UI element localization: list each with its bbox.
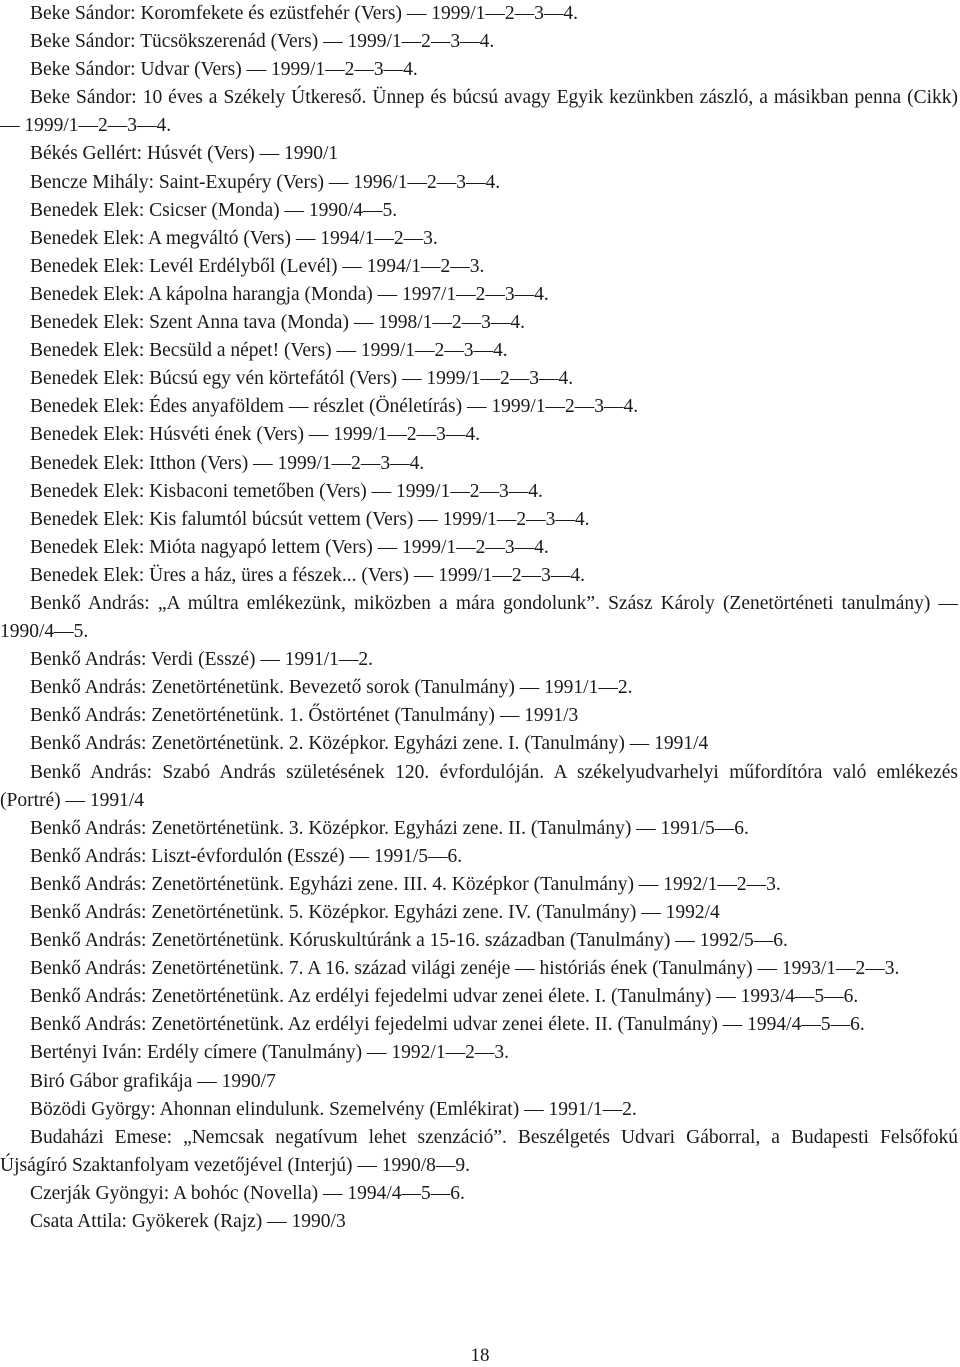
bibliography-entry: Bertényi Iván: Erdély címere (Tanulmány) — 1992/1—2—3. <box>30 1042 509 1064</box>
bibliography-entry: Benkő András: Zenetörténetünk. Bevezető sorok (Tanulmány) — 1991/1—2. <box>30 677 633 699</box>
bibliography-entry: Biró Gábor grafikája — 1990/7 <box>30 1070 276 1092</box>
bibliography-entry: Benkő András: Zenetörténetünk. Egyházi zene. III. 4. Középkor (Tanulmány) — 1992/1—2—3. <box>30 873 781 895</box>
bibliography-entry: Benkő András: Zenetörténetünk. Kóruskultúránk a 15-16. században (Tanulmány) — 1992/5—6. <box>30 930 788 952</box>
bibliography-entry: Benedek Elek: Szent Anna tava (Monda) — 1998/1—2—3—4. <box>30 312 525 334</box>
bibliography-entry: Bencze Mihály: Saint-Exupéry (Vers) — 1996/1—2—3—4. <box>30 171 501 193</box>
bibliography-entry: Benedek Elek: Mióta nagyapó lettem (Vers) — 1999/1—2—3—4. <box>30 536 549 558</box>
bibliography-entry: Benkő András: Zenetörténetünk. 7. A 16. század világi zenéje — históriás ének (Tanulmány) — 1993/1—2—3. <box>30 958 900 980</box>
bibliography-entry: Benkő András: Zenetörténetünk. 2. Középkor. Egyházi zene. I. (Tanulmány) — 1991/4 <box>30 733 709 755</box>
bibliography-entry: Beke Sándor: Tücsökszerenád (Vers) — 1999/1—2—3—4. <box>30 31 495 53</box>
bibliography-entry: Benedek Elek: Kisbaconi temetőben (Vers) — 1999/1—2—3—4. <box>30 480 543 502</box>
bibliography-entry: Benedek Elek: Édes anyaföldem — részlet (Önéletírás) — 1999/1—2—3—4. <box>30 396 639 418</box>
bibliography-entry: Bözödi György: Ahonnan elindulunk. Szemelvény (Emlékirat) — 1991/1—2. <box>30 1098 637 1120</box>
bibliography-entry: Beke Sándor: 10 éves a Székely Útkereső. Ünnep és búcsú avagy Egyik kezünkben zászló, a másikban penna (Cikk) — 1999/1—2—3—4. <box>0 87 958 137</box>
bibliography-entry: Benedek Elek: A kápolna harangja (Monda) — 1997/1—2—3—4. <box>30 283 549 305</box>
bibliography-entry: Benkő András: Zenetörténetünk. 3. Középkor. Egyházi zene. II. (Tanulmány) — 1991/5—6. <box>30 817 749 839</box>
bibliography-entry: Benkő András: Zenetörténetünk. 5. Középkor. Egyházi zene. IV. (Tanulmány) — 1992/4 <box>30 902 720 923</box>
bibliography-entry: Benedek Elek: Itthon (Vers) — 1999/1—2—3—4. <box>30 452 425 474</box>
bibliography-entry: Benkő András: Zenetörténetünk. Az erdélyi fejedelmi udvar zenei élete. I. (Tanulmány) — 1993/4—5—6. <box>30 986 859 1008</box>
bibliography-entry: Benedek Elek: Levél Erdélyből (Levél) — 1994/1—2—3. <box>30 255 485 277</box>
bibliography-entry: Benkő András: Liszt-évfordulón (Esszé) — 1991/5—6. <box>30 845 463 867</box>
bibliography-entry: Beke Sándor: Koromfekete és ezüstfehér (Vers) — 1999/1—2—3—4. <box>30 3 579 24</box>
bibliography-entry: Benkő András: Zenetörténetünk. 1. Őstörténet (Tanulmány) — 1991/3 <box>30 705 579 727</box>
page-number: 18 <box>470 1345 490 1366</box>
bibliography-entry: Budaházi Emese: „Nemcsak negatívum lehet szenzáció”. Beszélgetés Udvari Gáborral, a Budapesti Felsőfokú Újságíró Szaktanfolyam vezetőjével (Interjú) — 1990/8—9. <box>0 1126 958 1176</box>
bibliography-entry: Benkő András: Zenetörténetünk. Az erdélyi fejedelmi udvar zenei élete. II. (Tanulmány) — 1994/4—5—6. <box>30 1014 865 1036</box>
bibliography-entry: Csata Attila: Gyökerek (Rajz) — 1990/3 <box>30 1211 346 1233</box>
bibliography-entry: Benedek Elek: Üres a ház, üres a fészek... (Vers) — 1999/1—2—3—4. <box>30 564 586 586</box>
bibliography-entry: Benedek Elek: Búcsú egy vén körtefától (Vers) — 1999/1—2—3—4. <box>30 368 574 390</box>
bibliography-entry: Benedek Elek: Becsüld a népet! (Vers) — 1999/1—2—3—4. <box>30 340 508 362</box>
bibliography-entry: Czerják Gyöngyi: A bohóc (Novella) — 1994/4—5—6. <box>30 1182 465 1204</box>
bibliography-entry: Benedek Elek: Kis falumtól búcsút vettem (Vers) — 1999/1—2—3—4. <box>30 508 590 530</box>
bibliography-entry: Benkő András: „A múltra emlékezünk, miközben a mára gondolunk”. Szász Károly (Zenetörténeti tanulmány) — 1990/4—5. <box>0 592 958 643</box>
bibliography-entry: Beke Sándor: Udvar (Vers) — 1999/1—2—3—4. <box>30 59 418 81</box>
bibliography-entry: Benedek Elek: A megváltó (Vers) — 1994/1—2—3. <box>30 227 438 249</box>
bibliography-entry: Benkő András: Szabó András születésének 120. évfordulóján. A székelyudvarhelyi műfordítóra való emlékezés (Portré) — 1991/4 <box>0 761 958 811</box>
bibliography-entry: Benedek Elek: Csicser (Monda) — 1990/4—5. <box>30 199 398 221</box>
bibliography-entry: Békés Gellért: Húsvét (Vers) — 1990/1 <box>30 143 339 165</box>
bibliography-entry: Benkő András: Verdi (Esszé) — 1991/1—2. <box>30 649 374 671</box>
bibliography-entry: Benedek Elek: Húsvéti ének (Vers) — 1999/1—2—3—4. <box>30 424 481 446</box>
